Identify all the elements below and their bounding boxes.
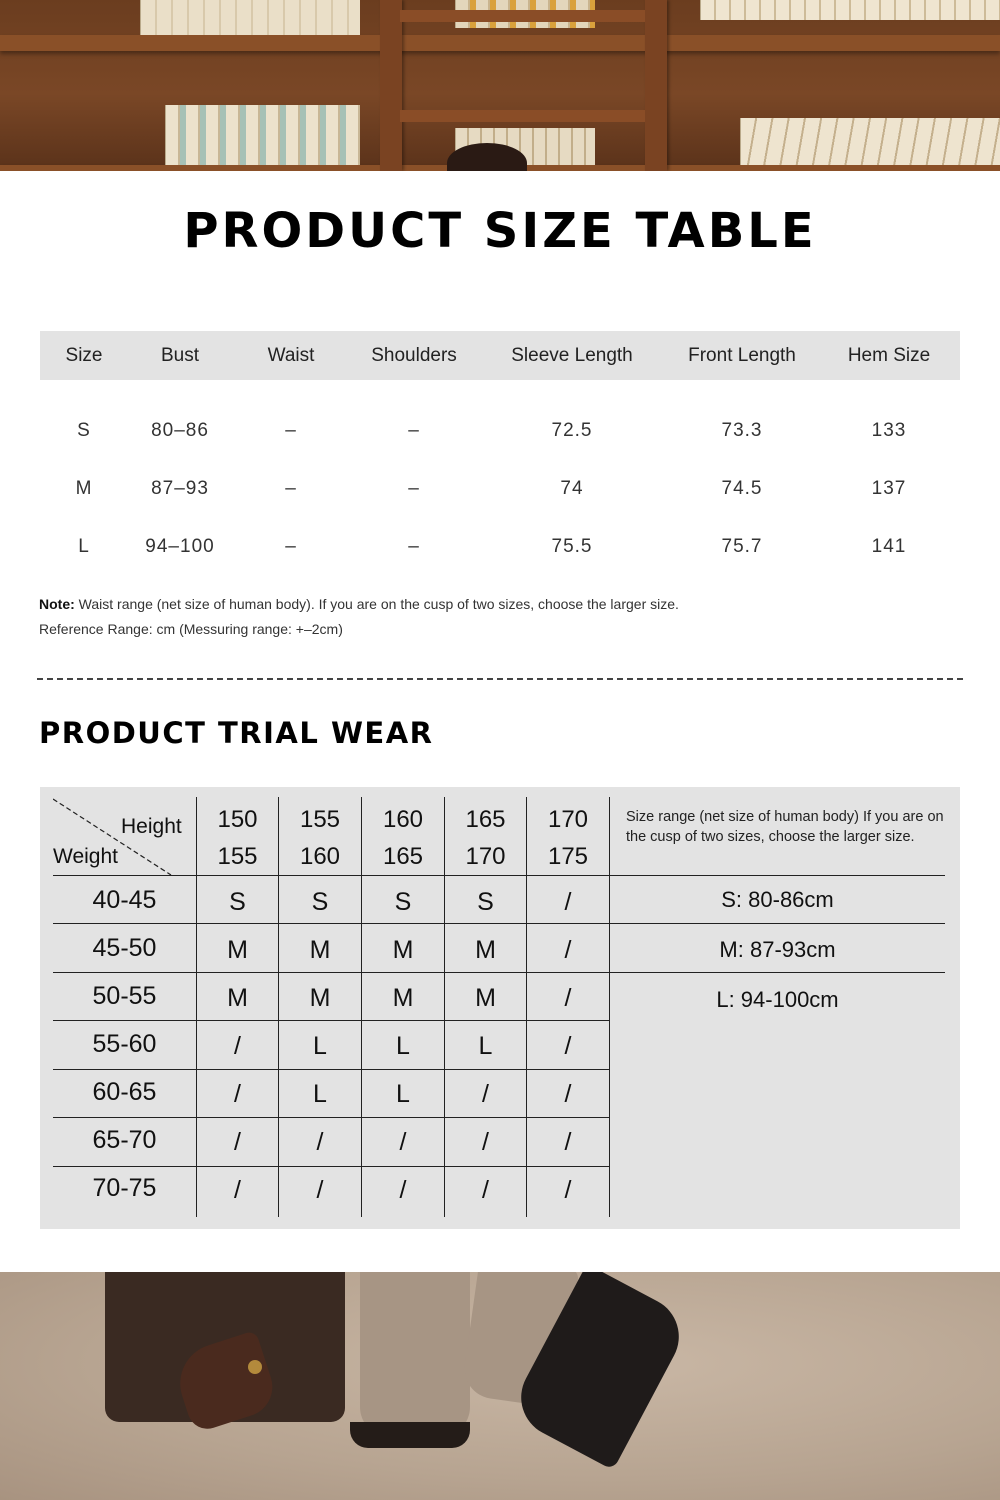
front-length-cell: 74.5 — [721, 478, 763, 499]
bust-cell: 94–100 — [145, 536, 215, 557]
height-to: 155 — [217, 843, 258, 870]
grid-line — [53, 1117, 610, 1118]
footer-photo-boots — [0, 1272, 1000, 1500]
size-recommendation-cell: / — [234, 1128, 241, 1156]
size-recommendation-cell: / — [399, 1176, 407, 1204]
books — [140, 0, 360, 35]
size-cell: M — [75, 478, 93, 499]
height-from: 155 — [299, 806, 341, 833]
size-recommendation-cell: / — [316, 1176, 324, 1204]
column-header-size: Size — [65, 345, 103, 366]
size-recommendation-cell: / — [482, 1128, 489, 1156]
shoulders-cell: – — [408, 536, 420, 557]
grid-line — [53, 972, 945, 973]
size-recommendation-cell: / — [564, 1128, 572, 1156]
height-to: 175 — [547, 843, 589, 870]
ladder-rail — [645, 0, 667, 171]
reference-range: Reference Range: cm (Messuring range: +–2cm) — [39, 621, 343, 637]
hem-size-cell: 137 — [871, 478, 907, 499]
section-divider — [37, 678, 963, 680]
size-recommendation-cell: / — [564, 984, 572, 1012]
size-recommendation-cell: / — [564, 888, 572, 916]
size-recommendation-cell: M — [392, 984, 414, 1012]
weight-cell: 45-50 — [92, 934, 157, 962]
waist-cell: – — [285, 536, 297, 557]
ladder-rung — [400, 110, 645, 122]
sleeve-length-cell: 74 — [560, 478, 584, 499]
size-recommendation-cell: M — [309, 984, 331, 1012]
size-recommendation-cell: L — [396, 1080, 410, 1108]
size-recommendation-cell: / — [316, 1128, 324, 1156]
size-recommendation-cell: / — [564, 936, 572, 964]
size-recommendation-cell: M — [392, 936, 414, 964]
weight-cell: 65-70 — [92, 1126, 157, 1154]
bust-cell: 80–86 — [151, 420, 209, 441]
front-length-cell: 73.3 — [721, 420, 763, 441]
size-recommendation-cell: / — [482, 1080, 489, 1108]
size-table-title: PRODUCT SIZE TABLE — [183, 203, 817, 259]
column-header-bust: Bust — [160, 345, 200, 366]
waist-cell: – — [285, 420, 297, 441]
grid-line — [53, 1020, 610, 1021]
size-recommendation-cell: S — [229, 888, 246, 916]
books — [740, 118, 1000, 165]
books — [165, 105, 360, 165]
size-recommendation-cell: S — [394, 888, 412, 916]
column-header-sleeve-length: Sleeve Length — [511, 345, 633, 366]
height-from: 150 — [217, 806, 258, 833]
corner-label-weight: Weight — [53, 845, 118, 868]
grid-line — [53, 1069, 610, 1070]
size-cell: S — [77, 420, 91, 441]
size-note — [39, 596, 679, 612]
note-text: Waist range (net size of human body). If you are on the cusp of two sizes, choose the larger size. — [78, 596, 679, 612]
size-range-note: Size range (net size of human body) If you are on the cusp of two sizes, choose the larger size. — [626, 809, 944, 845]
weight-cell: 60-65 — [92, 1078, 157, 1106]
size-cell: L — [78, 536, 90, 557]
shelf — [0, 35, 1000, 51]
height-from: 170 — [547, 806, 589, 833]
bust-cell: 87–93 — [151, 478, 209, 499]
trial-wear-title: PRODUCT TRIAL WEAR — [39, 716, 434, 750]
grid-line — [53, 875, 945, 876]
hem-size-cell: 133 — [871, 420, 907, 441]
size-recommendation-cell: M — [475, 984, 496, 1012]
size-recommendation-cell: M — [475, 936, 496, 964]
size-recommendation-cell: / — [399, 1128, 407, 1156]
size-recommendation-cell: / — [564, 1176, 572, 1204]
sleeve-length-cell: 75.5 — [551, 536, 593, 557]
size-recommendation-cell: / — [564, 1080, 572, 1108]
size-recommendation-cell: / — [234, 1032, 241, 1060]
boot-sole — [350, 1422, 470, 1448]
column-header-front-length: Front Length — [688, 345, 796, 366]
grid-line — [53, 1166, 610, 1167]
height-to: 165 — [382, 843, 424, 870]
height-header — [527, 801, 609, 875]
column-header-waist: Waist — [267, 345, 315, 366]
height-to: 160 — [299, 843, 341, 870]
ladder-rung — [400, 10, 645, 22]
column-header-shoulders: Shoulders — [371, 345, 457, 366]
height-header — [279, 801, 361, 875]
size-range-m: M: 87-93cm — [719, 937, 836, 962]
height-header — [445, 801, 526, 875]
weight-cell: 70-75 — [92, 1174, 157, 1202]
height-header — [362, 801, 444, 875]
shoulders-cell: – — [408, 478, 420, 499]
books — [700, 0, 1000, 20]
note-label: Note: — [39, 596, 75, 612]
shoulders-cell: – — [408, 420, 420, 441]
ladder-rail — [380, 0, 402, 171]
waist-cell: – — [285, 478, 297, 499]
height-header — [197, 801, 278, 875]
tag-button — [248, 1360, 262, 1374]
size-recommendation-cell: S — [477, 888, 494, 916]
size-recommendation-cell: S — [311, 888, 329, 916]
header-photo-bookshelf — [0, 0, 1000, 171]
size-recommendation-cell: L — [313, 1032, 327, 1060]
boot-left — [360, 1272, 470, 1437]
height-from: 160 — [382, 806, 424, 833]
size-recommendation-cell: M — [309, 936, 331, 964]
size-range-s: S: 80-86cm — [721, 887, 834, 912]
height-to: 170 — [465, 843, 506, 870]
column-header-hem-size: Hem Size — [847, 345, 931, 366]
height-from: 165 — [465, 806, 506, 833]
size-recommendation-cell: M — [227, 984, 248, 1012]
size-range-l: L: 94-100cm — [716, 987, 839, 1012]
size-recommendation-cell: / — [234, 1080, 241, 1108]
hem-size-cell: 141 — [871, 536, 907, 557]
size-recommendation-cell: L — [313, 1080, 327, 1108]
front-length-cell: 75.7 — [721, 536, 763, 557]
sleeve-length-cell: 72.5 — [551, 420, 593, 441]
size-recommendation-cell: L — [396, 1032, 410, 1060]
weight-cell: 40-45 — [92, 886, 157, 914]
size-recommendation-cell: / — [482, 1176, 489, 1204]
corner-label-height: Height — [121, 815, 182, 838]
grid-line — [53, 923, 945, 924]
size-recommendation-cell: L — [478, 1032, 493, 1060]
size-recommendation-cell: / — [564, 1032, 572, 1060]
size-recommendation-cell: / — [234, 1176, 241, 1204]
weight-cell: 50-55 — [92, 982, 157, 1010]
size-table-header — [40, 331, 960, 380]
size-recommendation-cell: M — [227, 936, 248, 964]
weight-cell: 55-60 — [92, 1030, 157, 1058]
